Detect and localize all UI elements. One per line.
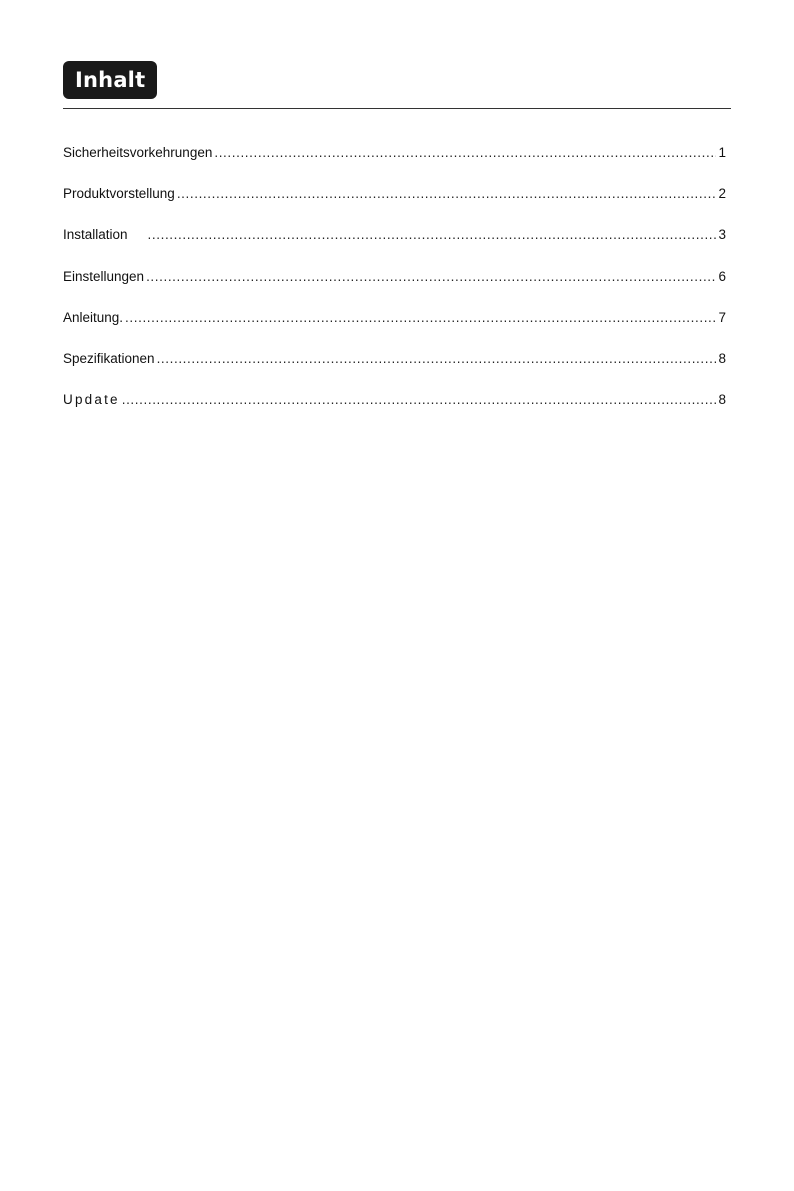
toc-entry-page: 8 (718, 350, 726, 366)
toc-entry-update[interactable] (63, 390, 726, 431)
toc-leader-dots (122, 390, 716, 410)
toc-entry-page: 8 (718, 392, 726, 408)
toc-entry-installation[interactable] (63, 225, 726, 266)
toc-entry-label: Produktvorstellung (63, 186, 175, 202)
toc-entry-label: Spezifikationen (63, 350, 155, 366)
toc-entry-anleitung[interactable] (63, 308, 726, 349)
toc-entry-label: Installation (63, 227, 128, 243)
toc-entry-produktvorstellung[interactable] (63, 184, 726, 225)
page-title: Inhalt (63, 61, 157, 99)
title-divider (63, 108, 731, 109)
toc-leader-dots (146, 267, 716, 287)
toc-entry-label: Sicherheitsvorkehrungen (63, 145, 213, 160)
toc-entry-page: 7 (718, 309, 726, 325)
toc-entry-einstellungen[interactable] (63, 267, 726, 308)
toc-entry-label: Einstellungen (63, 268, 145, 284)
toc-leader-dots (157, 349, 716, 369)
toc-entry-spezifikationen[interactable] (63, 349, 726, 390)
toc-entry-sicherheitsvorkehrungen[interactable] (63, 143, 726, 184)
toc-entry-label: Anleitung. (63, 309, 124, 325)
toc-entry-page: 3 (718, 227, 726, 243)
toc-entry-label: Update (63, 392, 120, 408)
toc-leader-dots (125, 308, 716, 328)
table-of-contents (63, 143, 726, 431)
toc-leader-dots (148, 225, 716, 245)
toc-entry-page: 1 (718, 145, 726, 160)
toc-leader-dots (214, 143, 716, 163)
toc-entry-page: 6 (718, 268, 726, 284)
toc-entry-page: 2 (718, 186, 726, 202)
toc-leader-dots (177, 184, 716, 204)
